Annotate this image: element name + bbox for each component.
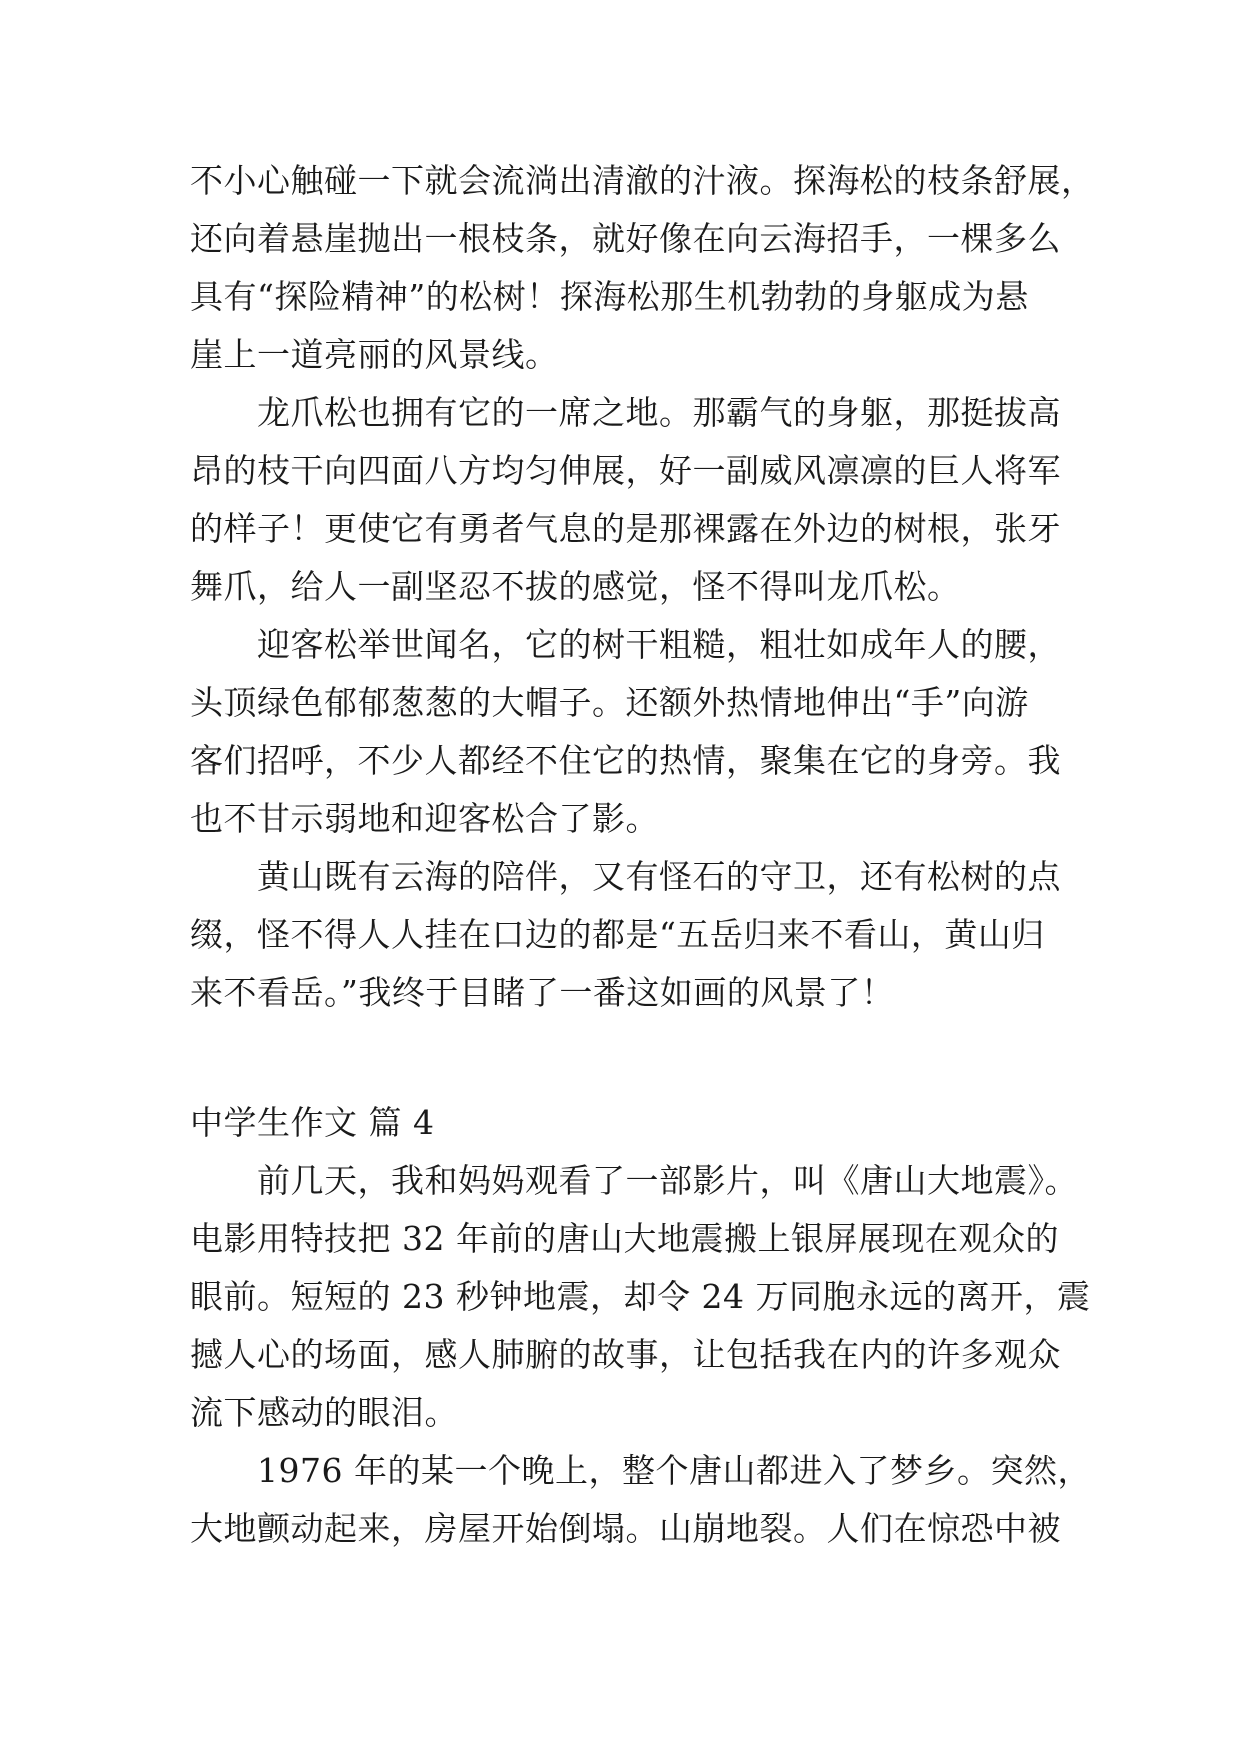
text-line: 流下感动的眼泪。 xyxy=(190,1393,458,1432)
section-gap xyxy=(190,1022,1080,1094)
document-page xyxy=(190,152,1095,1558)
text-line: 缀，怪不得人人挂在口边的都是“五岳归来不看山，黄山归 xyxy=(190,915,1045,954)
text-line: 撼人心的场面，感人肺腑的故事，让包括我在内的许多观众 xyxy=(190,1335,1061,1374)
text-line: 眼前。短短的 23 秒钟地震，却令 24 万同胞永远的离开，震 xyxy=(190,1277,1091,1316)
text-line: 也不甘示弱地和迎客松合了影。 xyxy=(190,799,659,838)
text-line: 来不看岳。”我终于目睹了一番这如画的风景了！ xyxy=(190,973,895,1012)
text-line: 黄山既有云海的陪伴，又有怪石的守卫，还有松树的点 xyxy=(190,857,1061,896)
text-line: 头顶绿色郁郁葱葱的大帽子。还额外热情地伸出“手”向游 xyxy=(190,683,1029,722)
text-line: 具有“探险精神”的松树！探海松那生机勃勃的身躯成为悬 xyxy=(190,277,1029,316)
paragraph-tanhai-pine xyxy=(190,152,1095,384)
text-line: 的样子！更使它有勇者气息的是那裸露在外边的树根，张牙 xyxy=(190,509,1061,548)
text-line: 还向着悬崖抛出一根枝条，就好像在向云海招手，一棵多么 xyxy=(190,219,1061,258)
text-line: 不小心触碰一下就会流淌出清澈的汁液。探海松的枝条舒展， xyxy=(190,161,1095,200)
text-line: 客们招呼，不少人都经不住它的热情，聚集在它的身旁。我 xyxy=(190,741,1061,780)
paragraph-yingke-pine xyxy=(190,616,1080,848)
text-line: 电影用特技把 32 年前的唐山大地震搬上银屏展现在观众的 xyxy=(190,1219,1059,1258)
section-title: 中学生作文 篇 4 xyxy=(190,1103,435,1142)
text-line: 1976 年的某一个晚上，整个唐山都进入了梦乡。突然， xyxy=(190,1451,1091,1490)
paragraph-huangshan-conclusion xyxy=(190,848,1080,1022)
text-line: 迎客松举世闻名，它的树干粗糙，粗壮如成年人的腰， xyxy=(190,625,1061,664)
text-line: 崖上一道亮丽的风景线。 xyxy=(190,335,559,374)
paragraph-longzhao-pine xyxy=(190,384,1080,616)
paragraph-earthquake-night xyxy=(190,1442,1091,1558)
text-line: 前几天，我和妈妈观看了一部影片，叫《唐山大地震》。 xyxy=(190,1161,1078,1200)
paragraph-film-intro xyxy=(190,1152,1091,1442)
text-line: 舞爪，给人一副坚忍不拔的感觉，怪不得叫龙爪松。 xyxy=(190,567,961,606)
text-line: 大地颤动起来，房屋开始倒塌。山崩地裂。人们在惊恐中被 xyxy=(190,1509,1061,1548)
text-line: 昂的枝干向四面八方均匀伸展，好一副威风凛凛的巨人将军 xyxy=(190,451,1061,490)
text-line: 龙爪松也拥有它的一席之地。那霸气的身躯，那挺拔高 xyxy=(190,393,1061,432)
